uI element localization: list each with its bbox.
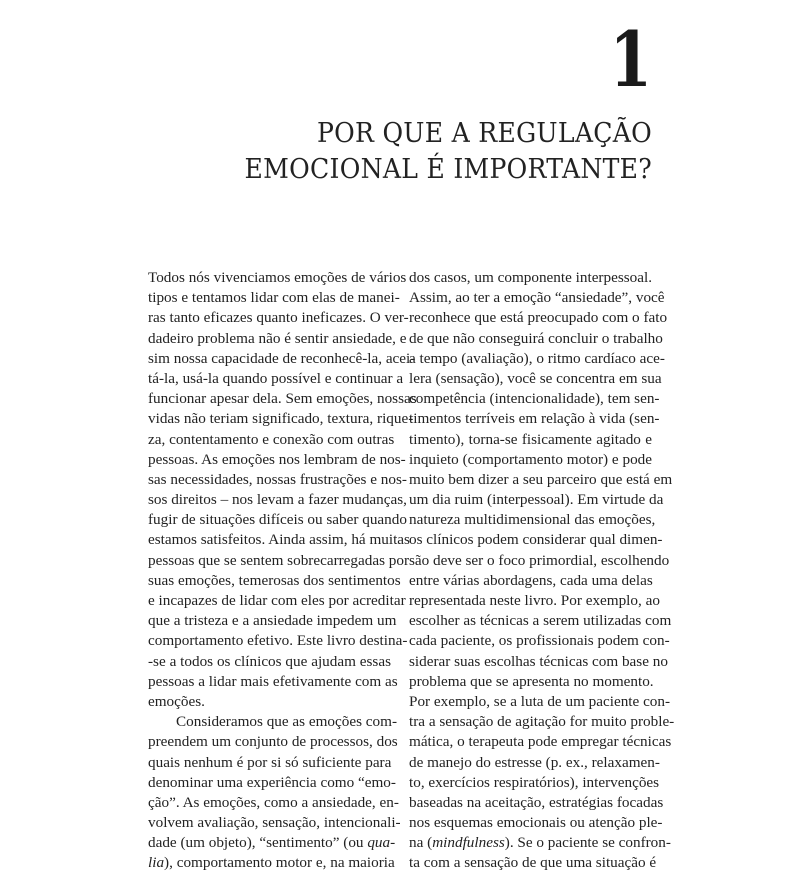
text-line: dos casos, um componente interpessoal. <box>409 269 652 286</box>
text-line: tá-la, usá-la quando possível e continuar a <box>148 369 404 387</box>
text-line: volvem avaliação, sensação, intencionali- <box>148 814 401 832</box>
text-line: emoções. <box>148 692 205 710</box>
text-line: pessoas. As emoções nos lembram de nos- <box>148 450 406 468</box>
text-line: entre várias abordagens, cada uma delas <box>409 571 653 589</box>
text-line: to, exercícios respiratórios), intervenções <box>409 773 660 791</box>
text-run: na ( <box>409 834 433 852</box>
chapter-title-line: POR QUE A REGULAÇÃO <box>316 118 652 149</box>
text-line: pessoas a lidar mais efetivamente com as <box>148 672 398 690</box>
text-line: que a tristeza e a ansiedade impedem um <box>148 612 397 630</box>
chapter-title-line: EMOCIONAL É IMPORTANTE? <box>244 154 652 185</box>
text-line: tra a sensação de agitação for muito proble- <box>409 713 675 731</box>
text-line: de que não conseguirá concluir o trabalho <box>409 329 663 347</box>
text-line: competência (intencionalidade), tem sen- <box>409 390 660 408</box>
text-line: representada neste livro. Por exemplo, ao <box>409 592 660 609</box>
text-line: tipos e tentamos lidar com elas de manei- <box>148 289 400 307</box>
text-line: natureza multidimensional das emoções, <box>409 511 656 529</box>
text-line: estamos satisfeitos. Ainda assim, há muitas <box>148 531 410 549</box>
text-line: quais nenhum é por si só suficiente para <box>148 753 392 771</box>
text-line: escolher as técnicas a serem utilizadas com <box>409 612 672 630</box>
text-line: cada paciente, os profissionais podem con- <box>409 632 670 650</box>
text-line: mática, o terapeuta pode empregar técnicas <box>409 733 672 751</box>
text-line: denominar uma experiência como “emo- <box>148 773 396 791</box>
text-line: Assim, ao ter a emoção “ansiedade”, você <box>409 289 665 307</box>
text-line <box>409 833 671 853</box>
text-line: um dia ruim (interpessoal). Em virtude da <box>409 491 664 509</box>
text-line: ras tanto eficazes quanto ineficazes. O ver- <box>148 309 409 327</box>
text-line: sos direitos – nos levam a fazer mudanças, <box>148 491 407 509</box>
italic-run: lia <box>148 854 165 872</box>
italic-run: mindfulness <box>432 834 505 852</box>
text-line <box>148 833 396 853</box>
text-line: siderar suas escolhas técnicas com base no <box>409 652 668 670</box>
text-line: Todos nós vivenciamos emoções de vários <box>148 269 407 286</box>
text-line: ta com a sensação de que uma situação é <box>409 854 657 872</box>
italic-run: qua- <box>367 834 396 852</box>
text-line: e incapazes de lidar com eles por acreditar <box>148 592 406 609</box>
text-line: muito bem dizer a seu parceiro que está em <box>409 470 673 488</box>
text-line: sas necessidades, nossas frustrações e nos- <box>148 470 407 488</box>
text-line: os clínicos podem considerar qual dimen- <box>409 531 663 549</box>
text-line: nos esquemas emocionais ou atenção ple- <box>409 814 663 832</box>
text-line: dadeiro problema não é sentir ansiedade, e <box>148 329 407 347</box>
text-line: comportamento efetivo. Este livro destina- <box>148 632 408 650</box>
text-line: inquieto (comportamento motor) e pode <box>409 450 652 468</box>
text-line: problema que se apresenta no momento. <box>409 672 654 690</box>
text-line: vidas não teriam significado, textura, rique- <box>148 410 414 428</box>
text-line <box>148 853 395 873</box>
text-line: a tempo (avaliação), o ritmo cardíaco ace- <box>409 349 665 367</box>
body-column-right <box>409 268 675 874</box>
text-line: de manejo do estresse (p. ex., relaxamen- <box>409 753 660 771</box>
text-line: suas emoções, temerosas dos sentimentos <box>148 571 401 589</box>
text-line: são deve ser o foco primordial, escolhendo <box>409 551 670 569</box>
text-line: ção”. As emoções, como a ansiedade, en- <box>148 793 399 811</box>
text-line: Por exemplo, se a luta de um paciente con- <box>409 692 671 710</box>
chapter-title <box>132 116 652 188</box>
text-line: sim nossa capacidade de reconhecê-la, acei- <box>148 349 416 367</box>
text-line: timentos terríveis em relação à vida (sen- <box>409 410 660 428</box>
chapter-number: 1 <box>609 15 652 104</box>
text-line: timento), torna-se fisicamente agitado e <box>409 430 652 448</box>
text-line: lera (sensação), você se concentra em sua <box>409 369 662 387</box>
text-line: -se a todos os clínicos que ajudam essas <box>148 652 391 670</box>
text-line: baseadas na aceitação, estratégias focadas <box>409 793 664 811</box>
text-line: za, contentamento e conexão com outras <box>148 430 395 448</box>
text-line: preendem um conjunto de processos, dos <box>148 733 398 751</box>
text-run: ). Se o paciente se confron- <box>504 834 671 852</box>
text-run: dade (um objeto), “sentimento” (ou <box>148 834 368 852</box>
text-line: pessoas que se sentem sobrecarregadas por <box>148 551 410 569</box>
text-line: reconhece que está preocupado com o fato <box>409 309 668 327</box>
text-line: fugir de situações difíceis ou saber quando <box>148 511 407 529</box>
text-line: funcionar apesar dela. Sem emoções, nossas <box>148 390 417 408</box>
text-run: ), comportamento motor e, na maioria <box>164 854 395 872</box>
body-column-left <box>148 268 417 874</box>
text-line: Consideramos que as emoções com- <box>176 713 398 731</box>
